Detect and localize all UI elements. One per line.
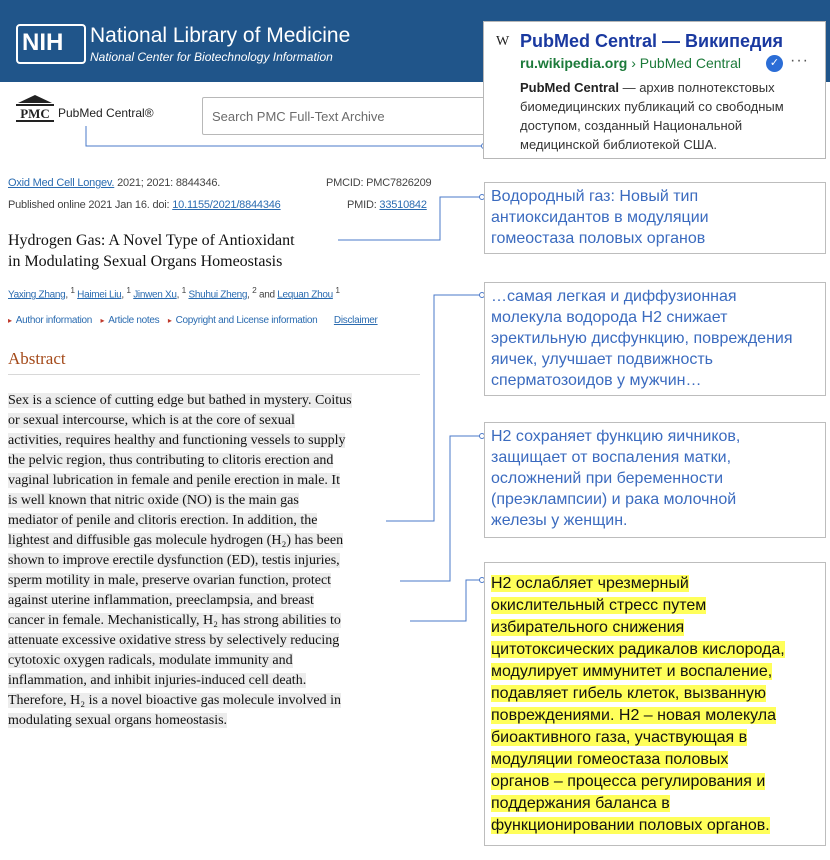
author-affil: 1 (335, 285, 340, 295)
note-line: цитотоксических радикалов кислорода, (491, 641, 785, 658)
author-link[interactable]: Lequan Zhou (277, 289, 333, 301)
wiki-snippet-line: доступом, созданный Национальной (520, 118, 743, 133)
abstract-line: attenuate excessive oxidative stress by selectively reducing (8, 633, 340, 648)
note-line: молекула водорода H2 снижает (491, 309, 728, 326)
wiki-snippet-text: — архив полнотекстовых (618, 80, 775, 95)
pmcid: PMCID: PMC7826209 (326, 177, 432, 189)
nih-logo-text: NIH (22, 29, 64, 56)
doi-link[interactable]: 10.1155/2021/8844346 (172, 199, 281, 211)
abstract-line: activities, requires healthy and functioning vessels to supply (8, 433, 346, 448)
note-line: H2 сохраняет функцию яичников, (491, 428, 741, 445)
note-line: поддержания баланса в (491, 795, 670, 812)
abstract-line: or sexual intercourse, which is at the core of sexual (8, 413, 295, 428)
connector-wiki (86, 126, 482, 146)
note-line: биоактивного газа, участвующая в (491, 729, 748, 746)
abstract-line: Sex is a science of cutting edge but bathed in mystery. Coitus (8, 393, 352, 408)
nlm-title[interactable]: National Library of Medicine (90, 24, 351, 47)
abstract-line: sperm motility in male, preserve ovarian function, protect (8, 573, 332, 588)
abstract-line: Therefore, H₂ is a novel bioactive gas molecule involved in (8, 693, 341, 708)
note-line: органов – процесса регулирования и (491, 773, 766, 790)
note-line: эректильную дисфункцию, повреждения (491, 330, 793, 347)
note-line: осложнений при беременности (491, 470, 724, 487)
wiki-snippet-bold: PubMed Central (520, 80, 619, 95)
author-link[interactable]: Haimei Liu (77, 289, 122, 301)
pmid-link[interactable]: 33510842 (379, 199, 427, 211)
connector-male (386, 295, 480, 521)
note-line: защищает от воспаления матки, (491, 449, 732, 466)
disclaimer-link[interactable]: Disclaimer (333, 315, 378, 326)
wikipedia-result-card[interactable] (483, 21, 826, 159)
wiki-snippet-line: биомедицинских публикаций со свободным (520, 99, 784, 114)
wiki-breadcrumb: › PubMed Central (627, 55, 741, 71)
triangle-icon: ▸ (167, 316, 172, 325)
note-line: (преэклампсии) и рака молочной (491, 491, 737, 508)
wiki-title-link[interactable]: PubMed Central — Википедия (520, 31, 784, 51)
verified-check-icon: ✓ (766, 55, 783, 72)
author-link[interactable]: Jinwen Xu (133, 289, 177, 301)
more-options-icon[interactable]: ··· (790, 52, 809, 69)
author-affil: 1 (70, 285, 75, 295)
ncbi-subtitle: National Center for Biotechnology Information (90, 50, 333, 64)
author-link[interactable]: Shuhui Zheng (188, 289, 248, 301)
article-title-line: Hydrogen Gas: A Novel Type of Antioxidant (8, 232, 295, 249)
triangle-icon: ▸ (100, 316, 105, 325)
author-link[interactable]: Yaxing Zhang (8, 289, 66, 301)
abstract-line: mediator of penile and clitoris erection. In addition, the (8, 513, 318, 528)
pmid-label: PMID: (347, 199, 380, 211)
triangle-icon: ▸ (8, 316, 12, 325)
author-list: Yaxing Zhang, $^1$ Haimei Liu, $^1$ Jinwen Xu, $^1$ Shuhui Zheng, $^2$ and Lequan Zhou $^1$ (8, 285, 340, 301)
citation-text: 2021; 2021: 8844346. (114, 177, 221, 189)
pmc-logo-abbr: PMC (16, 104, 54, 122)
wiki-snippet-line: медицинской библиотекой США. (520, 137, 717, 152)
note-female-effects (484, 422, 826, 538)
connector-title (338, 197, 480, 240)
author-info-label: Author information (15, 315, 93, 326)
note-line: Водородный газ: Новый тип (491, 188, 699, 205)
published-text: Published online 2021 Jan 16. doi: (8, 199, 173, 211)
note-mechanism-summary (484, 562, 826, 846)
article-notes-label: Article notes (108, 315, 160, 326)
copyright-label: Copyright and License information (175, 315, 318, 326)
abstract-line: shown to improve erectile dysfunction (ED), testis injuries, (8, 553, 340, 568)
author-affil: 1 (181, 285, 186, 295)
author-affil: 2 (252, 285, 257, 295)
connector-female (400, 436, 480, 581)
note-line: повреждениями. H2 – новая молекула (491, 707, 777, 724)
note-line: гомеостаза половых органов (491, 230, 706, 247)
note-male-effects (484, 282, 826, 396)
note-line: функционировании половых органов. (491, 817, 770, 834)
author-affil: 1 (126, 285, 131, 295)
note-line: яичек, улучшает подвижность (491, 351, 714, 368)
note-line: …самая легкая и диффузионная (491, 288, 737, 305)
article-title-line: in Modulating Sexual Organs Homeostasis (8, 253, 283, 270)
abstract-line: inflammation, and inhibit injuries-induced cell death. (8, 673, 307, 688)
abstract-line: against uterine inflammation, preeclampsia, and breast (8, 593, 314, 608)
wiki-domain: ru.wikipedia.org (520, 55, 628, 71)
abstract-line: cancer in female. Mechanistically, H₂ has strong abilities to (8, 613, 341, 628)
author-and: and (258, 289, 275, 301)
abstract-line: is well known that nitric oxide (NO) is the main gas (8, 493, 299, 508)
note-line: модулирует иммунитет и воспаление, (491, 663, 773, 680)
wiki-snippet (520, 78, 822, 154)
abstract-line: the pelvic region, thus contributing to clitoris erection and (8, 453, 334, 468)
abstract-line: modulating sexual organs homeostasis. (8, 713, 228, 728)
wiki-url (520, 55, 741, 71)
journal-link[interactable]: Oxid Med Cell Longev. (8, 177, 115, 189)
note-line: сперматозоидов у мужчин… (491, 372, 702, 389)
wiki-snippet-line (520, 78, 822, 97)
note-line: окислительный стресс путем (491, 597, 707, 614)
abstract-line: lightest and diffusible gas molecule hydrogen (H₂) has been (8, 533, 344, 548)
note-line: подавляет гибель клеток, вызванную (491, 685, 767, 702)
note-line: H2 ослабляет чрезмерный (491, 575, 689, 592)
note-line: железы у женщин. (491, 512, 628, 529)
note-line: модуляции гомеостаза половых (491, 751, 729, 768)
connector-summary (410, 580, 480, 621)
abstract-line: cytotoxic oxygen radicals, modulate immunity and (8, 653, 293, 668)
abstract-line: vaginal lubrication in female and penile erection in male. It (8, 473, 340, 488)
note-title-translation (484, 182, 826, 254)
pmc-logo-name: PubMed Central® (58, 106, 154, 120)
note-line: избирательного снижения (491, 619, 685, 636)
note-line: антиоксидантов в модуляции (491, 209, 709, 226)
wikipedia-icon: W (496, 34, 510, 49)
abstract-heading: Abstract (8, 349, 66, 368)
